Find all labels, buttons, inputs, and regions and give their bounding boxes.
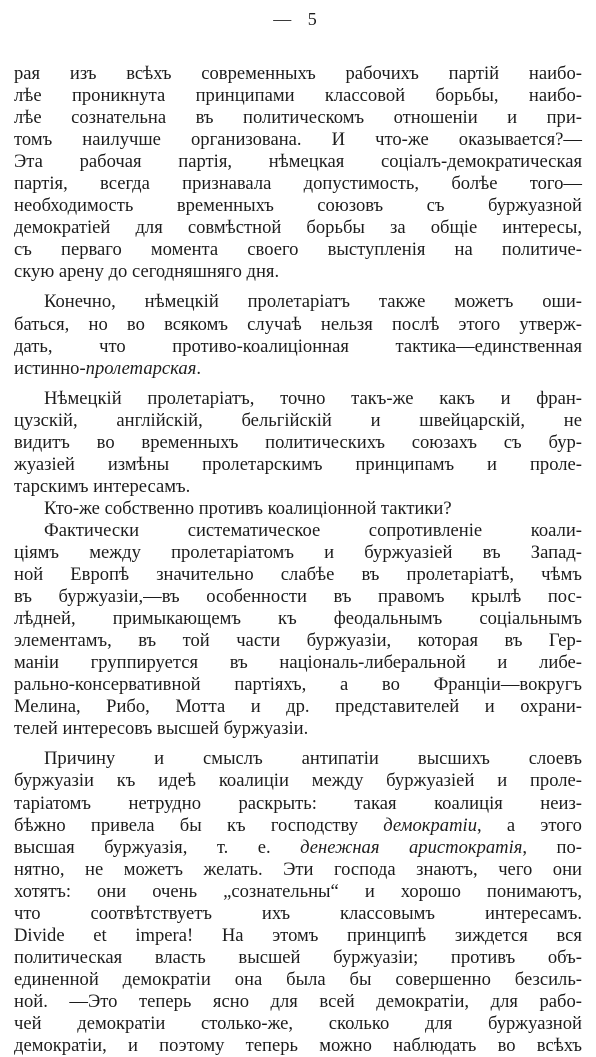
- emphasis: демократіи: [383, 814, 477, 836]
- text-line: рая изъ всѣхъ современныхъ рабочихъ партій наибо-: [14, 63, 582, 84]
- text-line: телей интересовъ высшей буржуазіи.: [14, 718, 309, 740]
- text-line: [14, 837, 582, 859]
- text-line: нятно, не можетъ желать. Эти господа знаютъ, чего они: [14, 858, 582, 880]
- text-line: Причину и смыслъ антипатіи высшихъ слоевъ: [44, 748, 582, 770]
- text-line: съ перваго момента своего выступленія на политиче-: [14, 239, 582, 261]
- text-run: высшая буржуазія, т. е.: [14, 836, 301, 858]
- text-run: , а этого: [477, 814, 582, 836]
- text-line: ной. —Это теперь ясно для всей демократіи, для рабо-: [14, 990, 582, 1012]
- text-run: , по-: [522, 836, 582, 858]
- paragraph-6: [14, 748, 582, 1057]
- text-line: маніи группируется въ національ-либеральной и либе-: [14, 652, 582, 674]
- text-line: лѣе проникнута принципами классовой борьбы, наибо-: [14, 85, 582, 107]
- paragraph-2: [14, 291, 582, 379]
- text-line: единенной демократіи она была бы совершенно безсиль-: [14, 968, 582, 990]
- text-line: [14, 358, 582, 380]
- paragraph-3: [14, 388, 582, 498]
- text-line: баться, но во всякомъ случаѣ нельзя послѣ этого утверж-: [14, 313, 582, 335]
- paragraph-5: [14, 520, 582, 740]
- text-line: политическая власть высшей буржуазіи; противъ объ-: [14, 946, 582, 968]
- text-line: ціямъ между пролетаріатомъ и буржуазіей въ Запад-: [14, 541, 582, 563]
- text-line: демократіей для совмѣстной борьбы за общіе интересы,: [14, 217, 582, 239]
- text-line: Мелина, Рибо, Мотта и др. представителей и охрани-: [14, 696, 582, 718]
- text-line: что соотвѣтствуетъ ихъ классовымъ интересамъ.: [14, 902, 582, 924]
- text-line: дать, что противо-коалиціонная тактика—единственная: [14, 335, 582, 357]
- body-text: [14, 63, 582, 1057]
- text-line: партія, всегда признавала допустимость, болѣе того—: [14, 173, 582, 195]
- text-line: лѣе сознательна въ политическомъ отношеніи и при-: [14, 107, 582, 129]
- text-line: необходимость временныхъ союзовъ съ буржуазной: [14, 195, 582, 217]
- page-number: — 5: [273, 9, 323, 29]
- text-line: [14, 815, 582, 837]
- text-line: Кто-же собственно противъ коалиціонной тактики?: [44, 497, 452, 519]
- emphasis: денежная аристократія: [300, 836, 523, 858]
- text-line: Нѣмецкій пролетаріатъ, точно такъ-же какъ и фран-: [44, 387, 582, 409]
- text-line: буржуазіи къ идеѣ коалиціи между буржуазіей и проле-: [14, 770, 582, 792]
- text-line: хотятъ: они очень „сознательны“ и хорошо понимаютъ,: [14, 880, 582, 902]
- text-line: ной Европѣ значительно слабѣе въ пролетаріатѣ, чѣмъ: [14, 564, 582, 586]
- text-line: Конечно, нѣмецкій пролетаріатъ также можетъ оши-: [44, 291, 582, 313]
- text-line: томъ наилучше организована. И что-же оказывается?—: [14, 129, 582, 151]
- text-run: .: [196, 357, 202, 379]
- text-line: таріатомъ нетрудно раскрыть: такая коалиція неиз-: [14, 792, 582, 814]
- text-line: Фактически систематическое сопротивленіе коали-: [44, 519, 582, 541]
- text-line: тарскимъ интересамъ.: [14, 475, 191, 497]
- paragraph-4: [14, 498, 582, 520]
- text-line: въ буржуазіи,—въ особенности въ правомъ крылѣ пос-: [14, 586, 582, 608]
- text-run: бѣжно привела бы къ господству: [14, 814, 384, 836]
- text-line: лѣдней, примыкающемъ къ феодальнымъ соціальнымъ: [14, 608, 582, 630]
- text-run: истинно-: [14, 357, 86, 379]
- text-line: рально-консервативной партіяхъ, а во Франціи—вокругъ: [14, 674, 582, 696]
- text-line: демократіи, и поэтому теперь можно наблюдать во всѣхъ: [14, 1035, 582, 1057]
- emphasis: пролетарская: [85, 357, 197, 379]
- text-line: жуазіей измѣны пролетарскимъ принципамъ и проле-: [14, 453, 582, 475]
- text-line: Эта рабочая партія, нѣмецкая соціалъ-демократическая: [14, 151, 582, 173]
- text-line: Divide et impera! На этомъ принципѣ зиждется вся: [14, 924, 582, 946]
- text-line: цузскій, англійскій, бельгійскій и швейцарскій, не: [14, 409, 582, 431]
- paragraph-1: [14, 63, 582, 283]
- text-line: чей демократіи столько-же, сколько для буржуазной: [14, 1012, 582, 1034]
- text-line: элементамъ, въ той части буржуазіи, которая въ Гер-: [14, 630, 582, 652]
- text-line: скую арену до сегодняшняго дня.: [14, 261, 280, 283]
- text-line: видитъ во временныхъ политическихъ союзахъ съ бур-: [14, 431, 582, 453]
